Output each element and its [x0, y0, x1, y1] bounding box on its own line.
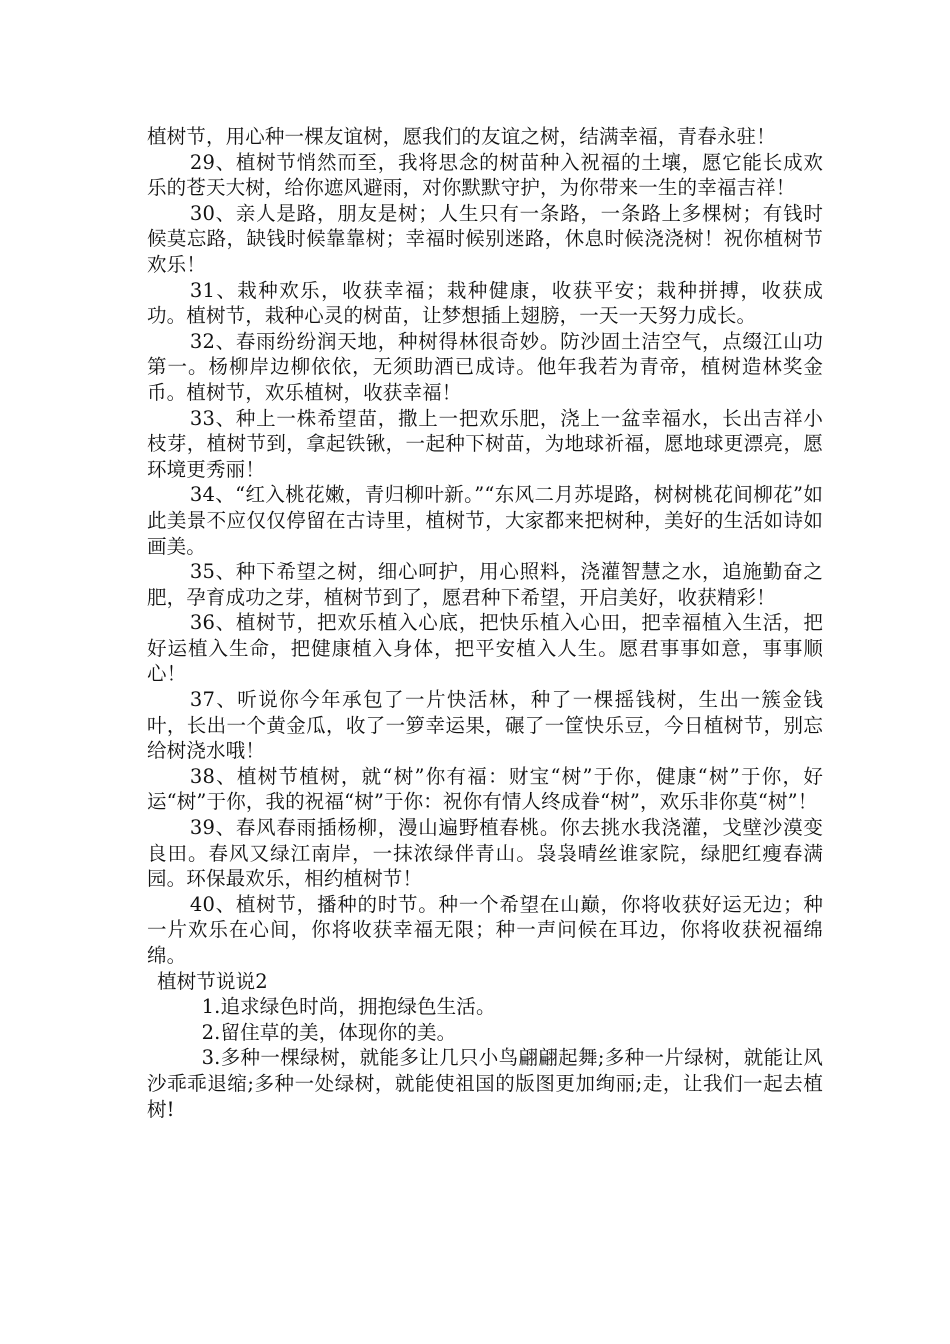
paragraph-35: 35、种下希望之树，细心呵护，用心照料，浇灌智慧之水，追施勤奋之肥，孕育成功之芽，植树节到了，愿君种下希望，开启美好，收获精彩！: [147, 560, 823, 609]
paragraph-30: 30、亲人是路，朋友是树；人生只有一条路，一条路上多棵树；有钱时候莫忘路，缺钱时候靠靠树；幸福时候别迷路，休息时候浇浇树！祝你植树节欢乐！: [147, 201, 823, 276]
paragraph-continued: 植树节，用心种一棵友谊树，愿我们的友谊之树，结满幸福，青春永驻！: [147, 125, 776, 148]
list-item-1: 1.追求绿色时尚，拥抱绿色生活。: [201, 995, 496, 1019]
paragraph-32: 32、春雨纷纷润天地，种树得林很奇妙。防沙固土洁空气，点缀江山功第一。杨柳岸边柳依依，无须助酒已成诗。他年我若为青帝，植树造林奖金币。植树节，欢乐植树，收获幸福！: [147, 329, 823, 404]
paragraph-29: 29、植树节悄然而至，我将思念的树苗种入祝福的土壤，愿它能长成欢乐的苍天大树，给你遮风避雨，对你默默守护，为你带来一生的幸福吉祥！: [147, 150, 823, 200]
paragraph-39: 39、春风春雨插杨柳，漫山遍野植春桃。你去挑水我浇灌，戈壁沙漠变良田。春风又绿江南岸，一抹浓绿伴青山。袅袅晴丝谁家院，绿肥红瘦春满园。环保最欢乐，相约植树节！: [147, 816, 823, 891]
paragraph-31: 31、栽种欢乐，收获幸福；栽种健康，收获平安；栽种拼搏，收获成功。植树节，栽种心灵的树苗，让梦想插上翅膀，一天一天努力成长。: [147, 278, 823, 328]
document-body: [147, 124, 823, 1122]
paragraph-38: 38、植树节植树，就“树”你有福：财宝“树”于你，健康“树”于你，好运“树”于你，我的祝福“树”于你：祝你有情人终成眷“树”，欢乐非你莫“树”！: [147, 764, 823, 814]
paragraph-34: 34、“红入桃花嫩，青归柳叶新。”“东风二月苏堤路，树树桃花间柳花”如此美景不应仅仅停留在古诗里，植树节，大家都来把树种，美好的生活如诗如画美。: [147, 483, 823, 558]
paragraph-40: 40、植树节，播种的时节。种一个希望在山巅，你将收获好运无边；种一片欢乐在心间，你将收获幸福无限；种一声问候在耳边，你将收获祝福绵绵。: [147, 892, 823, 967]
paragraph-37: 37、听说你今年承包了一片快活林，种了一棵摇钱树，生出一簇金钱叶，长出一个黄金瓜，收了一箩幸运果，碾了一筐快乐豆，今日植树节，别忘给树浇水哦！: [147, 688, 823, 763]
paragraph-36: 36、植树节，把欢乐植入心底，把快乐植入心田，把幸福植入生活，把好运植入生命，把健康植入身体，把平安植入人生。愿君事事如意，事事顺心！: [147, 611, 823, 686]
list-item-3: 3.多种一棵绿树，就能多让几只小鸟翩翩起舞;多种一片绿树，就能让风沙乖乖退缩;多种一处绿树，就能使祖国的版图更加绚丽;走，让我们一起去植树!: [147, 1046, 823, 1121]
list-item-2: 2.留住草的美，体现你的美。: [201, 1020, 457, 1044]
paragraph-33: 33、种上一株希望苗，撒上一把欢乐肥，浇上一盆幸福水，长出吉祥小枝芽，植树节到，拿起铁锹，一起种下树苗，为地球祈福，愿地球更漂亮，愿环境更秀丽！: [147, 406, 823, 481]
section-heading: 植树节说说2: [157, 969, 268, 993]
